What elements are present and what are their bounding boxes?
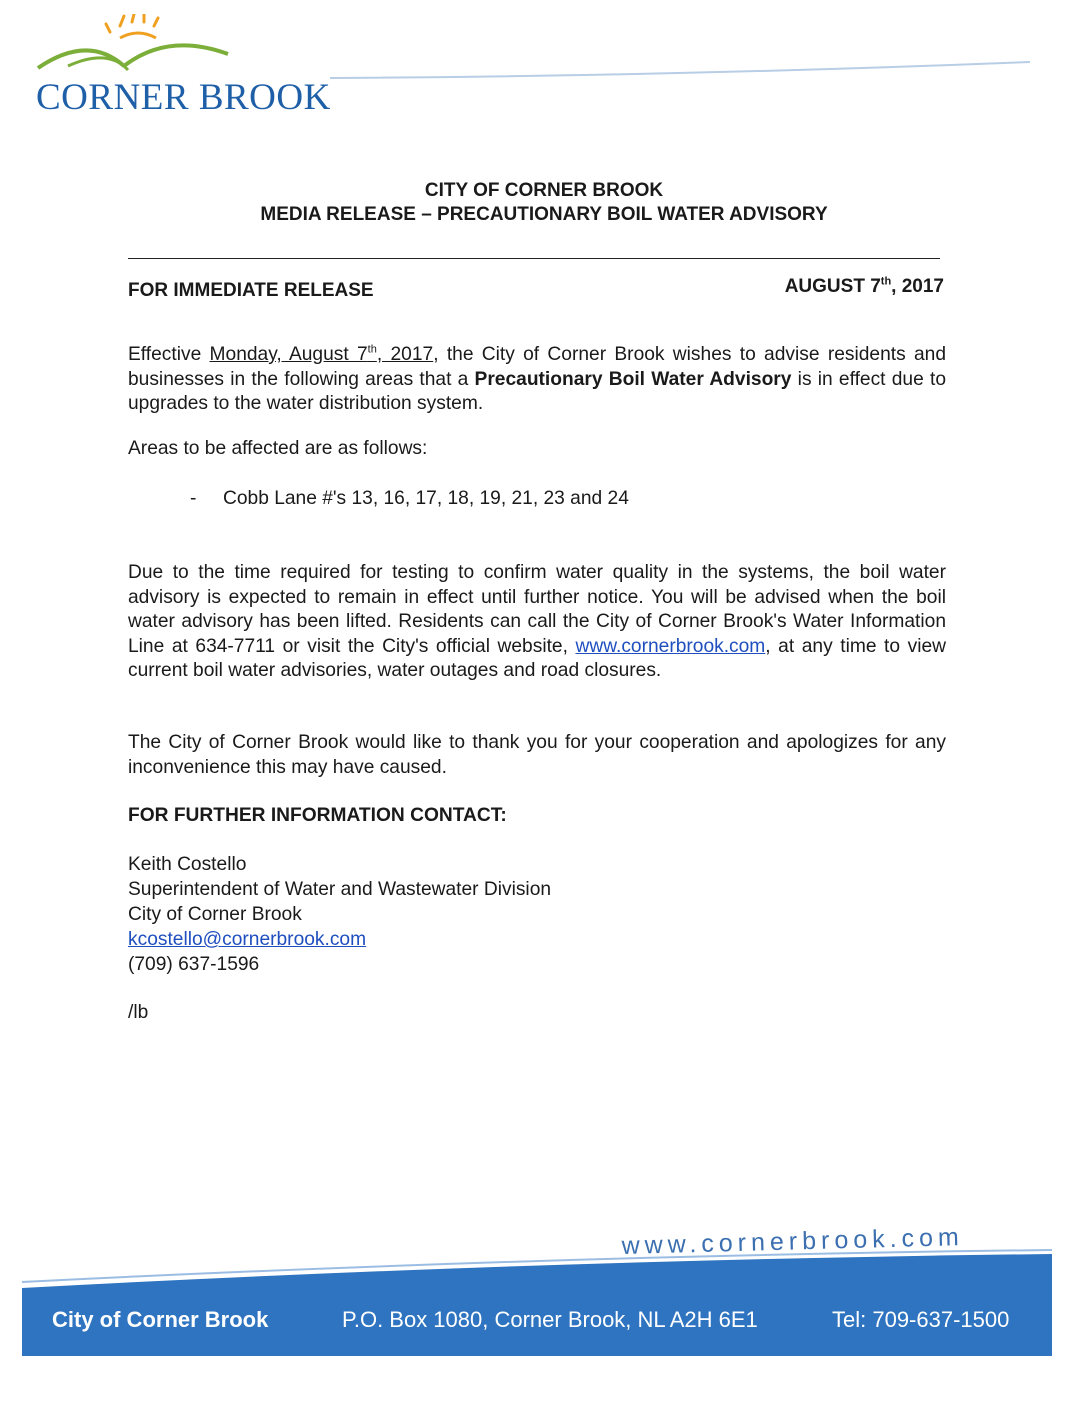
footer-tel: Tel: 709-637-1500 bbox=[832, 1307, 1010, 1332]
paragraph-advisory: Effective Monday, August 7th, 2017, the City of Corner Brook wishes to advise residents and businesses in the following areas that a Precautionary Boil Water Advisory is in effect due to upgrades to the water distribution system. bbox=[128, 343, 946, 414]
bullet-dash: - bbox=[190, 488, 197, 509]
release-label: FOR IMMEDIATE RELEASE bbox=[128, 280, 374, 301]
area-list-item: Cobb Lane #'s 13, 16, 17, 18, 19, 21, 23 and 24 bbox=[223, 488, 629, 509]
footer-band bbox=[0, 1230, 1088, 1370]
footer-website: www.cornerbrook.com bbox=[621, 1223, 965, 1261]
website-link[interactable]: www.cornerbrook.com bbox=[575, 635, 766, 657]
footer-org: City of Corner Brook bbox=[52, 1307, 269, 1332]
advisory-name: Precautionary Boil Water Advisory bbox=[474, 368, 792, 390]
areas-intro: Areas to be affected are as follows: bbox=[128, 438, 428, 459]
hills-icon bbox=[38, 45, 228, 70]
paragraph-testing: Due to the time required for testing to confirm water quality in the systems, the boil water advisory is expected to remain in effect until further notice. You will be advised when the boil water advisory has been lifted. Residents can call the City of Corner Brook's Water Information Line at 634-7711 or visit the City's official website, www.cornerbrook.com, at any time to view current boil water advisories, water outages and road closures. bbox=[128, 562, 946, 681]
contact-organization: City of Corner Brook bbox=[128, 904, 302, 925]
contact-heading: FOR FURTHER INFORMATION CONTACT: bbox=[128, 805, 507, 826]
header-divider bbox=[128, 258, 940, 259]
release-date: AUGUST 7th, 2017 bbox=[784, 275, 944, 297]
effective-date: Monday, August 7th, 2017 bbox=[209, 343, 434, 365]
contact-position: Superintendent of Water and Wastewater Division bbox=[128, 879, 552, 900]
logo-wordmark: CORNER BROOK bbox=[36, 77, 331, 118]
contact-phone: (709) 637-1596 bbox=[128, 954, 260, 975]
org-heading: CITY OF CORNER BROOK bbox=[424, 180, 664, 201]
footer-address: P.O. Box 1080, Corner Brook, NL A2H 6E1 bbox=[342, 1307, 758, 1332]
header-swoosh bbox=[330, 50, 1030, 80]
release-title: MEDIA RELEASE – PRECAUTIONARY BOIL WATER ADVISORY bbox=[260, 204, 828, 225]
sun-rays-icon bbox=[106, 14, 158, 38]
author-initials: /lb bbox=[128, 1002, 149, 1023]
paragraph-thanks: The City of Corner Brook would like to thank you for your cooperation and apologizes for any inconvenience this may have caused. bbox=[128, 732, 946, 778]
contact-name: Keith Costello bbox=[128, 854, 247, 875]
contact-email-link[interactable]: kcostello@cornerbrook.com bbox=[128, 929, 367, 950]
